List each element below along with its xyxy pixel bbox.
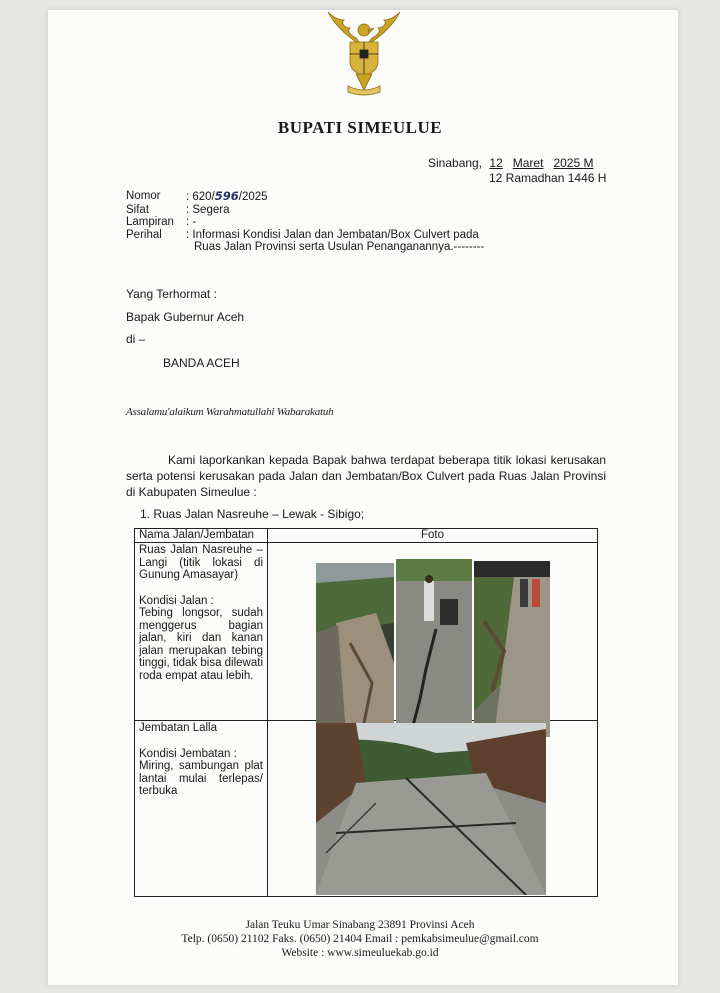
header-photo: Foto [268,529,598,543]
footer-website: Website : www.simeuluekab.go.id [281,947,439,959]
date-month: Maret [512,156,544,170]
garuda-emblem-icon [322,8,406,98]
meta-nomor: Nomor : 620/596/2025 [126,189,268,203]
meta-lampiran: Lampiran : - [126,216,197,228]
date-year: 2025 M [553,156,594,170]
date-block [428,156,606,186]
meta-sifat: Sifat : Segera [126,203,230,216]
body-paragraph: Kami laporkankan kepada Bapak bahwa terdapat beberapa titik lokasi kerusakan serta potensi kerusakan pada Jalan dan Jembatan/Box Culvert pada Ruas Jalan Provinsi di Kabupaten Simeulue : [126,453,606,499]
date-day: 12 [489,156,503,170]
table-row [135,543,598,721]
row2-description: Jembatan Lalla Kondisi Jembatan : Miring, sambungan plat lantai mulai terlepas/ terbuka [135,721,268,897]
slope-erosion-photo-3 [474,561,550,737]
letter-footer [0,918,720,960]
recipient-name: Bapak Gubernur Aceh [126,310,245,324]
letterhead-title: BUPATI SIMEULUE [277,118,443,137]
road-crack-photo-2 [396,559,472,737]
table-header-row [135,529,598,543]
header-name: Nama Jalan/Jembatan [135,529,268,543]
date-place: Sinabang, [428,156,483,170]
recipient-greeting: Yang Terhormat : [126,287,217,301]
handwritten-number: 596 [214,189,239,203]
footer-address: Jalan Teuku Umar Sinabang 23891 Provinsi Aceh [245,919,475,931]
row1-photos [268,543,598,721]
table-row [135,721,598,897]
list-item-road: 1. Ruas Jalan Nasreuhe – Lewak - Sibigo; [140,507,365,521]
landslide-photo-1 [316,563,394,735]
meta-perihal: Perihal : Informasi Kondisi Jalan dan Jembatan/Box Culvert pada Ruas Jalan Provinsi serta Usulan Penanganannya.-------- [126,228,485,253]
recipient-di: di – [126,332,146,346]
footer-contact: Telp. (0650) 21102 Faks. (0650) 21404 Email : pemkabsimeulue@gmail.com [181,933,539,945]
salam-greeting: Assalamu'alaikum Warahmatullahi Wabarakatuh [126,406,334,418]
bridge-photo [316,723,546,895]
date-line [428,156,606,171]
row1-description: Ruas Jalan Nasreuhe – Langi (titik lokasi di Gunung Amasayar) Kondisi Jalan : Tebing longsor, sudah menggerus bagian jalan, kiri dan kanan jalan merupakan tebing tinggi, tidak bisa dilewati roda empat atau lebih. [135,543,268,721]
damage-table [134,528,598,897]
recipient-city: BANDA ACEH [163,356,240,370]
row2-photos [268,721,598,897]
letter-meta [126,190,516,254]
date-hijri: 12 Ramadhan 1446 H [489,171,607,185]
